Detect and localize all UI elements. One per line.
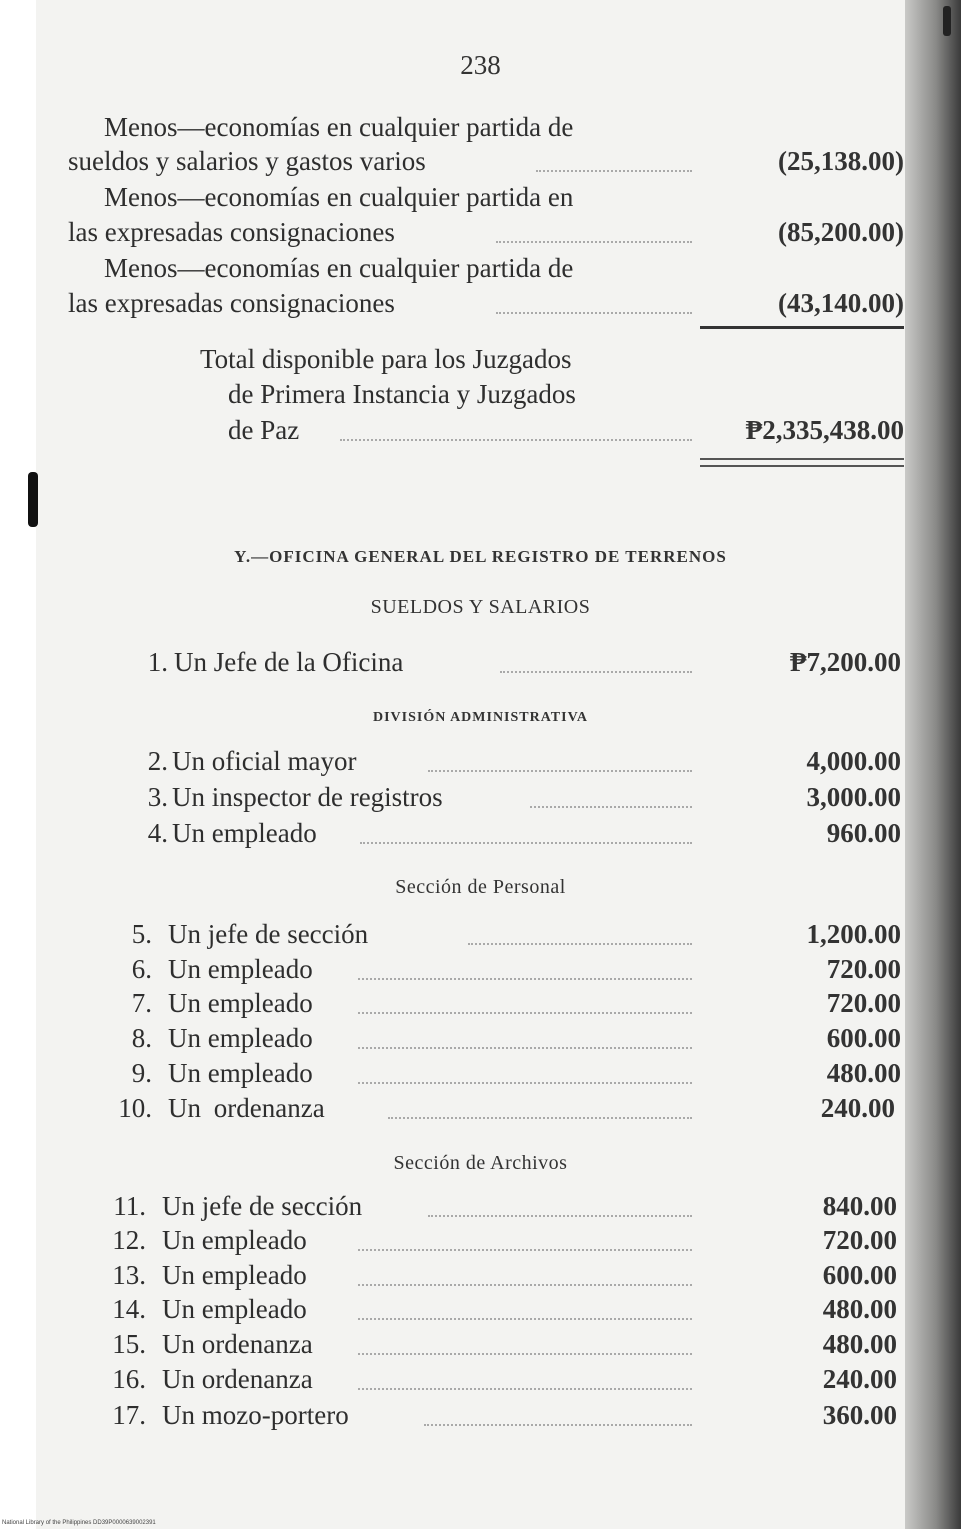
dot-leader: [358, 1082, 692, 1084]
total-amount: ₱2,335,438.00: [745, 415, 904, 445]
subtotal-rule: [700, 326, 904, 329]
item-description: Un ordenanza: [168, 1093, 325, 1123]
item-amount: 4,000.00: [806, 746, 901, 776]
item-amount: 240.00: [822, 1364, 897, 1394]
item-description: Un ordenanza: [162, 1364, 313, 1394]
item-number: 15.: [112, 1329, 146, 1359]
item-number: 2.: [147, 746, 168, 776]
item-amount: 720.00: [822, 1225, 897, 1255]
dot-leader: [358, 1047, 692, 1049]
dot-leader: [388, 1117, 692, 1119]
item-number: 9.: [131, 1058, 152, 1088]
total-line1: Total disponible para los Juzgados: [200, 344, 572, 374]
item-number: 14.: [112, 1294, 146, 1324]
deduction-3-line1: Menos—economías en cualquier partida de: [104, 253, 574, 283]
item-number: 1.: [147, 647, 168, 677]
item-number: 10.: [118, 1093, 152, 1123]
item-amount: 720.00: [826, 954, 901, 984]
item-number: 4.: [147, 818, 168, 848]
item-description: Un inspector de registros: [172, 782, 443, 812]
item-description: Un jefe de sección: [162, 1191, 363, 1221]
item-amount: 240.00: [820, 1093, 895, 1123]
section-subtitle: SUELDOS Y SALARIOS: [370, 596, 591, 618]
dot-leader: [536, 170, 692, 172]
item-number: 13.: [112, 1260, 146, 1290]
item-description: Un jefe de sección: [168, 919, 369, 949]
deduction-1-line2: sueldos y salarios y gastos varios: [68, 146, 426, 176]
dot-leader: [428, 770, 692, 772]
dot-leader: [496, 241, 692, 243]
item-number: 12.: [112, 1225, 146, 1255]
dot-leader: [358, 978, 692, 980]
division-heading: DIVISIÓN ADMINISTRATIVA: [372, 710, 589, 725]
dot-leader: [424, 1424, 692, 1426]
item-amount: 960.00: [826, 818, 901, 848]
item-description: Un empleado: [168, 1058, 313, 1088]
footer-credit: National Library of the Philippines DD39P0000639002391: [2, 1520, 156, 1526]
item-amount: 480.00: [822, 1329, 897, 1359]
item-amount: 600.00: [822, 1260, 897, 1290]
deduction-1-amount: (25,138.00): [778, 146, 904, 176]
item-amount: 360.00: [822, 1400, 897, 1430]
item-description: Un mozo-portero: [162, 1400, 349, 1430]
deduction-2-line2: las expresadas consignaciones: [68, 217, 395, 247]
item-description: Un empleado: [162, 1294, 307, 1324]
item-number: 11.: [113, 1191, 146, 1221]
item-number: 8.: [131, 1023, 152, 1053]
item-amount: 480.00: [826, 1058, 901, 1088]
dot-leader: [358, 1012, 692, 1014]
item-description: Un empleado: [168, 954, 313, 984]
deduction-3-line2: las expresadas consignaciones: [68, 288, 395, 318]
personal-heading: Sección de Personal: [395, 876, 566, 898]
item-number: 7.: [131, 988, 152, 1018]
total-line3: de Paz: [228, 415, 300, 445]
corner-mark: [943, 6, 951, 36]
item-number: 6.: [131, 954, 152, 984]
item-number: 3.: [147, 782, 168, 812]
deduction-3-amount: (43,140.00): [778, 288, 904, 318]
item-number: 17.: [112, 1400, 146, 1430]
dot-leader: [358, 1284, 692, 1286]
dot-leader: [358, 1249, 692, 1251]
total-double-rule: [700, 458, 904, 467]
item-amount: 480.00: [822, 1294, 897, 1324]
item-description: Un empleado: [168, 988, 313, 1018]
dot-leader: [358, 1318, 692, 1320]
item-description: Un empleado: [172, 818, 317, 848]
item-amount: 1,200.00: [806, 919, 901, 949]
item-amount: 600.00: [826, 1023, 901, 1053]
item-amount: 720.00: [826, 988, 901, 1018]
item-description: Un oficial mayor: [172, 746, 357, 776]
item-number: 5.: [131, 919, 152, 949]
dot-leader: [360, 842, 692, 844]
deduction-2-amount: (85,200.00): [778, 217, 904, 247]
item-description: Un empleado: [162, 1225, 307, 1255]
section-title: Y.—OFICINA GENERAL DEL REGISTRO DE TERRENOS: [234, 547, 727, 566]
item-description: Un empleado: [162, 1260, 307, 1290]
total-line2: de Primera Instancia y Juzgados: [228, 379, 576, 409]
dot-leader: [358, 1353, 692, 1355]
page-number: 238: [460, 50, 501, 80]
dot-leader: [500, 671, 692, 673]
item-description: Un empleado: [168, 1023, 313, 1053]
item-amount: 3,000.00: [806, 782, 901, 812]
item-description: Un ordenanza: [162, 1329, 313, 1359]
dot-leader: [468, 943, 692, 945]
dot-leader: [340, 439, 692, 441]
deduction-2-line1: Menos—economías en cualquier partida en: [104, 182, 574, 212]
dot-leader: [530, 806, 692, 808]
dot-leader: [496, 312, 692, 314]
item-description: Un Jefe de la Oficina: [174, 647, 404, 677]
dot-leader: [428, 1215, 692, 1217]
dot-leader: [358, 1388, 692, 1390]
binding-mark: [28, 472, 38, 527]
item-number: 16.: [112, 1364, 146, 1394]
page-edge-shadow: [905, 0, 961, 1529]
deduction-1-line1: Menos—economías en cualquier partida de: [104, 112, 574, 142]
item-amount: ₱7,200.00: [790, 647, 901, 677]
item-amount: 840.00: [822, 1191, 897, 1221]
archivos-heading: Sección de Archivos: [393, 1152, 568, 1174]
